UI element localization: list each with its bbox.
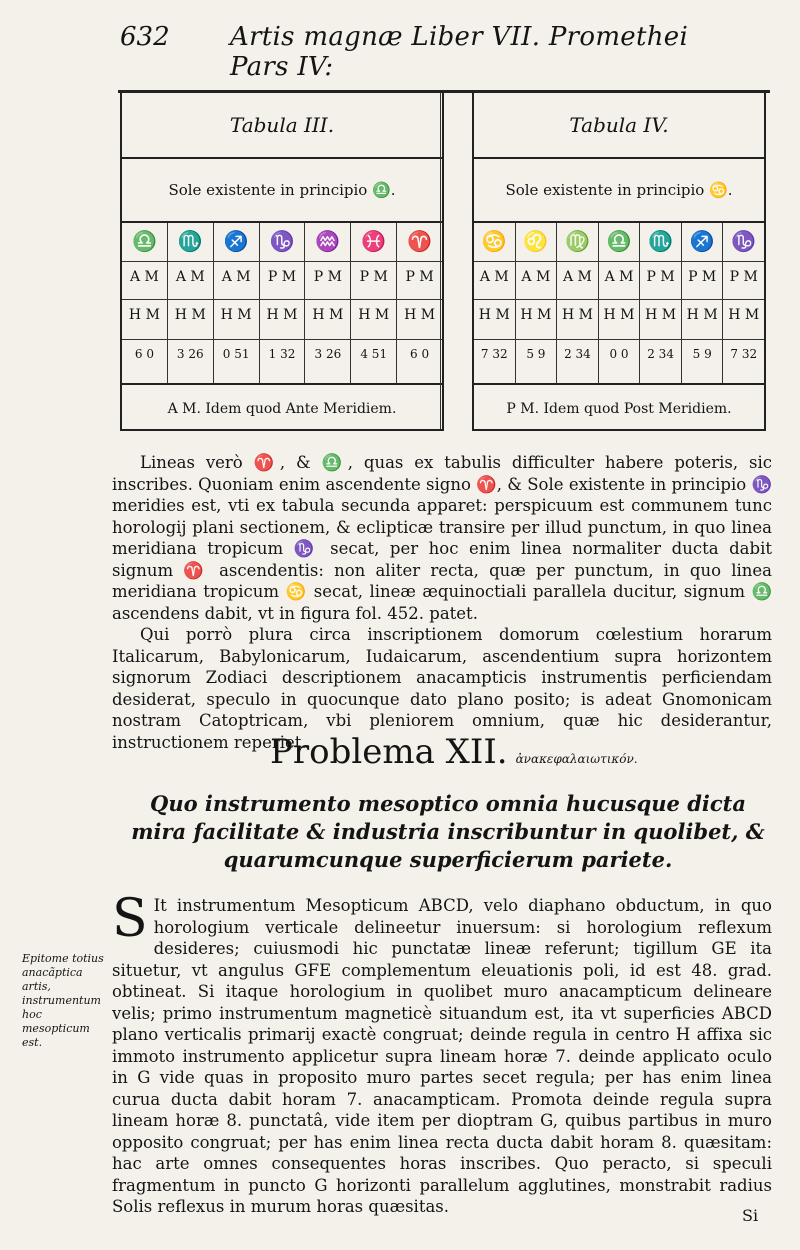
table-4-sole-label: Sole existente in principio ♋. xyxy=(505,181,733,199)
problem-heading xyxy=(270,732,638,772)
table-cell: 2 34 xyxy=(564,347,591,361)
problem-subtitle: Quo instrumento mesoptico omnia hucusque dicta mira facilitate & industria inscribuntur in quolibet, & quarumcunque superficierum pariete. xyxy=(131,791,765,872)
table-cell: H M xyxy=(220,307,252,323)
table-cell: A M xyxy=(175,269,205,285)
zodiac-sign: ♈ xyxy=(407,229,433,253)
table-3 xyxy=(120,93,444,431)
table-column xyxy=(350,223,396,383)
table-3-title: Tabula III. xyxy=(229,113,335,137)
catchword: Si xyxy=(742,1206,759,1225)
table-cell: A M xyxy=(521,269,551,285)
table-cell: A M xyxy=(221,269,251,285)
table-3-sole-label: Sole existente in principio ♎. xyxy=(168,181,396,199)
zodiac-sign: ♎ xyxy=(131,229,157,253)
running-title: Artis magnæ Liber VII. Promethei Pars IV: xyxy=(230,22,689,82)
zodiac-sign: ♍ xyxy=(564,229,590,253)
table-cell: P M xyxy=(646,269,675,285)
zodiac-sign: ♐ xyxy=(689,229,715,253)
zodiac-sign: ♏ xyxy=(177,229,203,253)
table-column xyxy=(681,223,723,383)
table-cell: 5 9 xyxy=(526,347,546,361)
table-column xyxy=(556,223,598,383)
table-cell: H M xyxy=(128,307,160,323)
table-column xyxy=(259,223,305,383)
table-cell: A M xyxy=(479,269,509,285)
tables-block xyxy=(118,90,770,429)
table-4 xyxy=(472,93,766,431)
table-cell: 7 32 xyxy=(480,347,508,361)
table-column xyxy=(122,223,167,383)
zodiac-sign: ♓ xyxy=(361,229,387,253)
table-column xyxy=(639,223,681,383)
zodiac-sign: ♒ xyxy=(315,229,341,253)
zodiac-sign: ♎ xyxy=(606,229,632,253)
table-cell: 3 26 xyxy=(176,347,204,361)
table-cell: P M xyxy=(267,269,297,285)
table-gutter xyxy=(440,93,473,429)
table-cell: 4 51 xyxy=(360,347,388,361)
table-cell: H M xyxy=(645,307,677,323)
table-column xyxy=(167,223,213,383)
table-cell: A M xyxy=(562,269,592,285)
table-3-footer: A M. Idem quod Ante Meridiem. xyxy=(167,401,397,417)
table-column xyxy=(213,223,259,383)
table-column xyxy=(304,223,350,383)
zodiac-sign: ♏ xyxy=(648,229,674,253)
table-4-title: Tabula IV. xyxy=(569,113,669,137)
paragraph-text: It instrumentum Mesopticum ABCD, velo diaphano obductum, in quo horologium verticale delineetur inuersum: si horologium reflexum desideres; cuiusmodi hic punctatæ lineæ referunt; tigillum GE ita situetur, vt angulus GFE complementum eleuationis poli, id est 48. grad. obtineat. Si itaque horologium in quolibet muro anacampticum delineare velis; primo instrumentum magneticè situandum est, ita vt superficies ABCD plano verticalis primarij exactè congruat; deinde regula in centro H affixa sic immoto instrumento applicetur supra lineam horæ 7. deinde applicato oculo in G vide quas in proposito muro partes secet regula; per has enim linea curua ducta dabit horam 7. anacampticam. Promota deinde regula supra lineam horæ 8. punctatâ, vide item per dioptram G, quibus partibus in muro opposito congruat; per has enim linea recta ducta dabit horam 8. quæsitam: hac arte omnes consequentes horas inscribes. Quo peracto, si speculi fragmentum in puncto G horizonti parallelum agglutines, monstrabit radius Solis reflexus in murum horas quæsitas. xyxy=(112,896,772,1216)
page-number: 632 xyxy=(120,22,170,52)
zodiac-sign: ♋ xyxy=(481,229,507,253)
table-3-grid xyxy=(122,223,442,383)
table-cell: H M xyxy=(266,307,298,323)
paragraph: Lineas verò ♈, & ♎, quas ex tabulis difficulter habere poteris, sic inscribes. Quoniam enim ascendente signo ♈, & Sole existente in principio ♑ meridies est, vti ex tabula secunda apparet: perspicuum est communem tunc horologij plani sectionem, & eclipticæ transire per illud punctum, in quo linea meridiana tropicum ♑ secat, per hoc enim linea normaliter ducta dabit signum ♈ ascendentis: non aliter recta, quæ per punctum, in quo linea meridiana tropicum ♋ secat, lineæ æquinoctiali parallela ducitur, signum ♎ ascendens dabit, vt in figura fol. 452. patet. xyxy=(112,453,772,623)
table-cell: 2 34 xyxy=(647,347,674,361)
table-cell: A M xyxy=(129,269,159,285)
marginal-note: Epitome totius anacãptica artis, instrumentum hoc mesopticum est. xyxy=(22,952,104,1049)
problem-greek: ἀνακεφαλαιωτικόν. xyxy=(515,752,638,766)
table-cell: 0 51 xyxy=(222,347,250,361)
text-block-2 xyxy=(112,889,772,1218)
zodiac-sign: ♑ xyxy=(731,229,757,253)
zodiac-sign: ♌ xyxy=(523,229,549,253)
paragraph xyxy=(112,889,772,1218)
table-column xyxy=(474,223,515,383)
paragraph: Qui porrò plura circa inscriptionem domorum cœlestium horarum Italicarum, Babylonicarum, Iudaicarum, ascendentium supra horizontem signorum Zodiaci descriptionem anacampticis instrumentis perficiendam desiderat, speculo in quocunque dato plano posito; is adeat Gnomonicam nostram Catoptricam, vbi pleniorem omnium, quæ hic desiderantur, instructionem reperiet. xyxy=(112,625,772,752)
table-cell: 1 32 xyxy=(268,347,296,361)
table-cell: H M xyxy=(728,307,760,323)
table-cell: 6 0 xyxy=(134,347,154,361)
table-4-grid xyxy=(474,223,764,383)
table-4-footer: P M. Idem quod Post Meridiem. xyxy=(506,401,732,417)
table-column xyxy=(396,223,442,383)
table-column xyxy=(722,223,764,383)
table-cell: P M xyxy=(729,269,758,285)
table-cell: P M xyxy=(405,269,434,285)
table-cell: A M xyxy=(604,269,634,285)
table-cell: P M xyxy=(688,269,717,285)
table-cell: H M xyxy=(312,307,344,323)
drop-cap: S xyxy=(112,889,148,949)
table-cell: 7 32 xyxy=(730,347,758,361)
table-cell: H M xyxy=(404,307,436,323)
table-cell: 5 9 xyxy=(692,347,712,361)
table-cell: 3 26 xyxy=(314,347,342,361)
zodiac-sign: ♑ xyxy=(269,229,295,253)
table-column xyxy=(598,223,640,383)
zodiac-sign: ♐ xyxy=(223,229,249,253)
table-cell: H M xyxy=(603,307,635,323)
text-block-1 xyxy=(112,452,772,753)
table-cell: 6 0 xyxy=(410,347,430,361)
table-column xyxy=(515,223,557,383)
table-cell: H M xyxy=(561,307,593,323)
table-cell: 0 0 xyxy=(609,347,629,361)
table-cell: H M xyxy=(174,307,206,323)
table-cell: H M xyxy=(358,307,390,323)
table-cell: H M xyxy=(686,307,718,323)
table-cell: P M xyxy=(313,269,342,285)
table-cell: P M xyxy=(359,269,388,285)
table-cell: H M xyxy=(478,307,510,323)
problem-title: Problema XII. xyxy=(270,732,508,772)
table-cell: H M xyxy=(520,307,552,323)
